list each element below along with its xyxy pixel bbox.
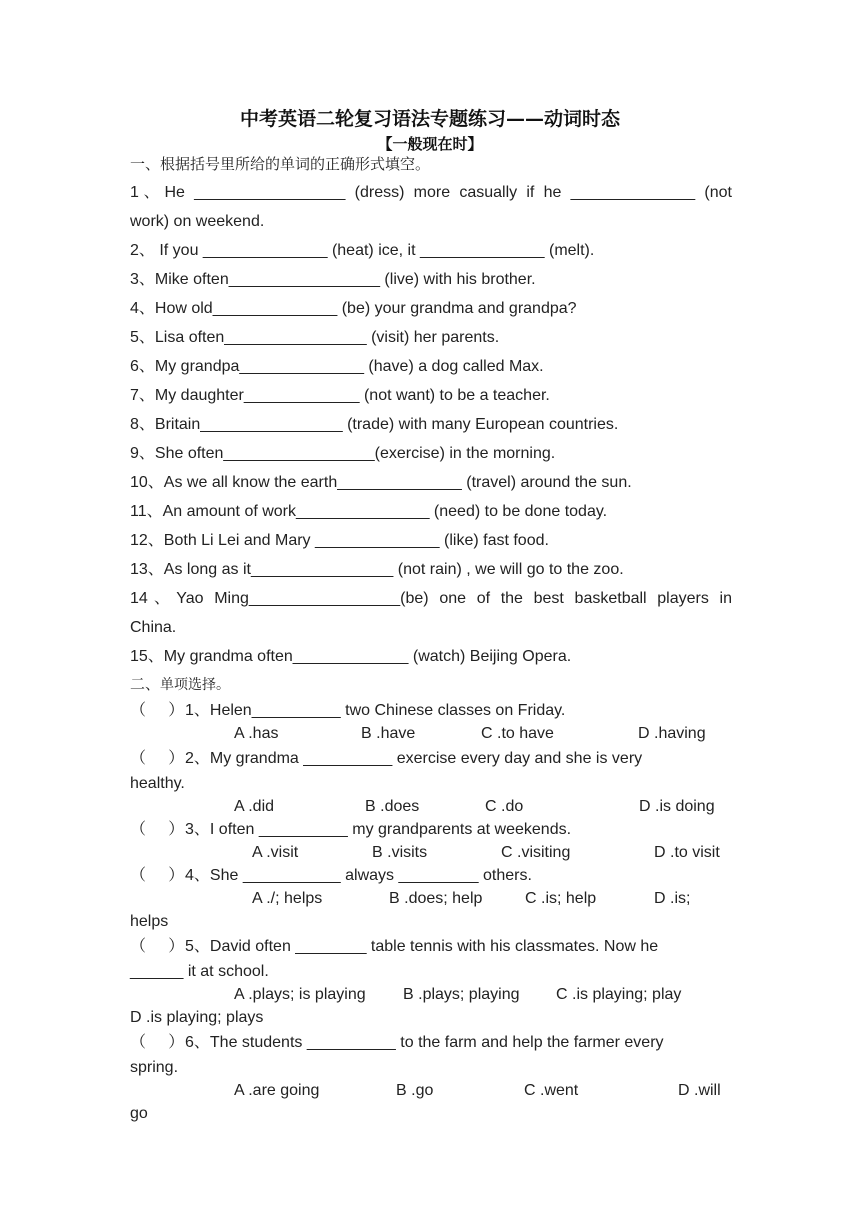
question-3-text: 3、I often __________ my grandparents at weekends.: [185, 821, 572, 838]
fill-item-7: 7、My daughter_____________ (not want) to be a teacher.: [130, 387, 550, 404]
q1-option-d[interactable]: D .having: [638, 725, 706, 742]
question-4-cont: helps: [130, 913, 169, 930]
fill-item-14: 14、Yao Ming_________________(be) one of the best basketball players in: [130, 590, 732, 607]
section2-heading: [130, 671, 732, 699]
q6-option-c[interactable]: C .went: [524, 1082, 579, 1099]
q4-option-a[interactable]: A ./; helps: [252, 890, 323, 907]
q2-option-c[interactable]: C .do: [485, 798, 524, 815]
question-3-options: [130, 841, 732, 864]
question-1-text: 1、Helen__________ two Chinese classes on Friday.: [185, 702, 566, 719]
fill-item-6: 6、My grandpa______________ (have) a dog called Max.: [130, 358, 544, 375]
question-4-options: [130, 887, 732, 910]
answer-paren-6[interactable]: （ ）: [130, 1034, 185, 1051]
question-6-cont: spring.: [130, 1059, 179, 1076]
question-2-text: 2、My grandma __________ exercise every day and she is very: [185, 750, 643, 767]
q6-option-b[interactable]: B .go: [396, 1082, 434, 1099]
q5-option-c[interactable]: C .is playing; play: [556, 986, 682, 1003]
q5-option-d[interactable]: D .is playing; plays: [130, 1009, 264, 1026]
q5-option-b[interactable]: B .plays; playing: [403, 986, 520, 1003]
answer-paren-4[interactable]: （ ）: [130, 867, 185, 884]
fill-item-12: 12、Both Li Lei and Mary ______________ (like) fast food.: [130, 532, 549, 549]
fill-item-13: 13、As long as it________________ (not rain) , we will go to the zoo.: [130, 561, 624, 578]
choice-question-6: [130, 1029, 732, 1056]
question-5-options: [130, 983, 732, 1006]
fill-item-10: 10、As we all know the earth______________ (travel) around the sun.: [130, 474, 632, 491]
q2-option-a[interactable]: A .did: [234, 798, 275, 815]
q2-option-b[interactable]: B .does: [365, 798, 420, 815]
question-6-options: [130, 1079, 732, 1102]
fill-item-4: 4、How old______________ (be) your grandma and grandpa?: [130, 300, 577, 317]
fill-item-1: 1、He _________________ (dress) more casually if he ______________ (not: [130, 184, 732, 201]
question-5-cont: ______ it at school.: [130, 963, 269, 980]
fill-item-9: 9、She often_________________(exercise) in the morning.: [130, 445, 556, 462]
question-2-cont: healthy.: [130, 775, 185, 792]
fill-item-11: 11、An amount of work_______________ (need) to be done today.: [130, 503, 608, 520]
q4-option-c[interactable]: C .is; help: [525, 890, 597, 907]
fill-item-5: 5、Lisa often________________ (visit) her parents.: [130, 329, 500, 346]
section2-heading-num: 二、: [130, 676, 161, 693]
answer-paren-1[interactable]: （ ）: [130, 702, 185, 719]
q3-option-c[interactable]: C .visiting: [501, 844, 571, 861]
page-title: 中考英语二轮复习语法专题练习——动词时态: [239, 108, 620, 130]
q5-option-a[interactable]: A .plays; is playing: [234, 986, 366, 1003]
q6-option-d[interactable]: D .will: [678, 1082, 721, 1099]
choice-question-3: [130, 818, 732, 841]
question-6-cont2: go: [130, 1105, 148, 1122]
answer-paren-2[interactable]: （ ）: [130, 750, 185, 767]
q2-option-d[interactable]: D .is doing: [639, 798, 715, 815]
question-2-options: [130, 795, 732, 818]
choice-question-2: [130, 745, 732, 772]
page-subtitle: 【一般现在时】: [377, 135, 483, 153]
fill-item-15: 15、My grandma often_____________ (watch) Beijing Opera.: [130, 648, 572, 665]
q4-option-b[interactable]: B .does; help: [389, 890, 483, 907]
question-6-text: 6、The students __________ to the farm and help the farmer every: [185, 1034, 664, 1051]
q6-option-a[interactable]: A .are going: [234, 1082, 320, 1099]
answer-paren-3[interactable]: （ ）: [130, 821, 185, 838]
fill-item-8: 8、Britain________________ (trade) with many European countries.: [130, 416, 619, 433]
q4-option-d[interactable]: D .is;: [654, 890, 691, 907]
section2-heading-text: 单项选择。: [160, 677, 231, 693]
choice-question-1: [130, 699, 732, 722]
q3-option-d[interactable]: D .to visit: [654, 844, 720, 861]
question-1-options: [130, 722, 732, 745]
q1-option-b[interactable]: B .have: [361, 725, 416, 742]
q1-option-a[interactable]: A .has: [234, 725, 279, 742]
worksheet-content: [130, 150, 732, 1125]
choice-question-4: [130, 864, 732, 887]
choice-question-5: [130, 933, 732, 960]
q3-option-a[interactable]: A .visit: [252, 844, 299, 861]
fill-item-3: 3、Mike often_________________ (live) with his brother.: [130, 271, 536, 288]
q3-option-b[interactable]: B .visits: [372, 844, 428, 861]
fill-item-1-cont: work) on weekend.: [130, 213, 265, 230]
answer-paren-5[interactable]: （ ）: [130, 938, 185, 955]
section1-heading: 一、根据括号里所给的单词的正确形式填空。: [130, 155, 431, 173]
q1-option-c[interactable]: C .to have: [481, 725, 554, 742]
question-5-text: 5、David often ________ table tennis with his classmates. Now he: [185, 938, 659, 955]
fill-item-2: 2、 If you ______________ (heat) ice, it ______________ (melt).: [130, 242, 595, 259]
fill-item-14-cont: China.: [130, 619, 177, 636]
question-4-text: 4、She ___________ always _________ others.: [185, 867, 532, 884]
